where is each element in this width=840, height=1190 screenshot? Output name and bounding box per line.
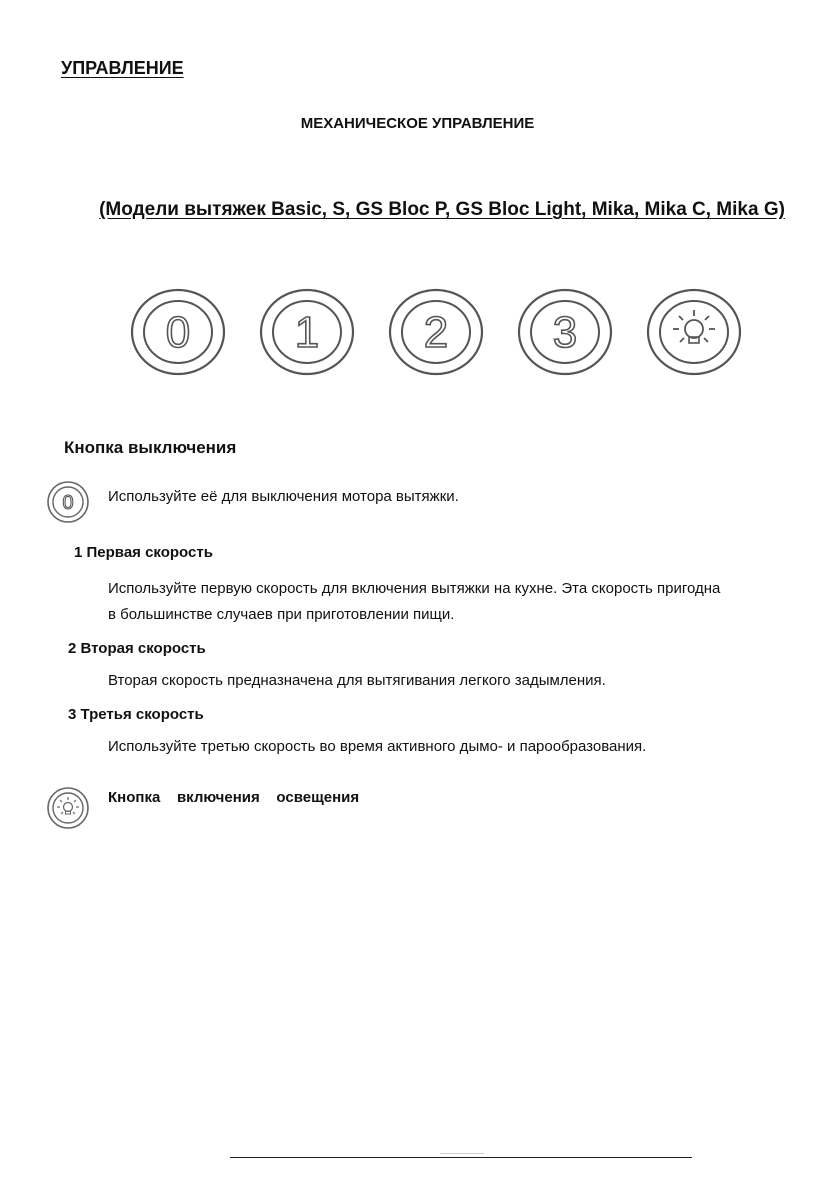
speed-0-button bbox=[130, 288, 226, 376]
light-icon bbox=[46, 786, 90, 830]
speed-1-description-line2: в большинстве случаев при приготовлении пищи. bbox=[108, 606, 455, 623]
speed-1-button bbox=[259, 288, 355, 376]
speed-1-label: 1 bbox=[294, 308, 320, 357]
speed-3-title: 3 Третья скорость bbox=[68, 706, 204, 723]
speed-0-label: 0 bbox=[165, 308, 191, 357]
speed-2-label: 2 bbox=[423, 308, 449, 357]
page-subtitle: МЕХАНИЧЕСКОЕ УПРАВЛЕНИЕ bbox=[300, 115, 535, 132]
speed-3-description: Используйте третью скорость во время активного дымо- и парообразования. bbox=[108, 738, 647, 755]
speed-2-button bbox=[388, 288, 484, 376]
light-button-title: Кнопка включения освещения bbox=[108, 789, 360, 806]
control-panel bbox=[130, 288, 742, 376]
footer-divider bbox=[230, 1157, 692, 1158]
footer-divider-accent bbox=[440, 1153, 484, 1154]
speed-1-description-line1: Используйте первую скорость для включения вытяжки на кухне. Эта скорость пригодна bbox=[108, 580, 721, 597]
speed-2-description: Вторая скорость предназначена для вытягивания легкого задымления. bbox=[108, 672, 606, 689]
off-icon-label: 0 bbox=[62, 492, 74, 514]
speed-3-button bbox=[517, 288, 613, 376]
speed-2-icon bbox=[388, 288, 484, 376]
speed-1-icon bbox=[259, 288, 355, 376]
off-icon bbox=[46, 480, 90, 524]
light-bulb-icon bbox=[646, 288, 742, 376]
speed-3-label: 3 bbox=[552, 308, 578, 357]
speed-0-icon bbox=[130, 288, 226, 376]
speed-1-title: 1 Первая скорость bbox=[74, 544, 213, 561]
off-button-title: Кнопка выключения bbox=[64, 438, 237, 457]
models-heading: (Модели вытяжек Basic, S, GS Bloc P, GS Bloc Light, Mika, Mika C, Mika G) bbox=[99, 199, 785, 220]
off-button-description: Используйте её для выключения мотора вытяжки. bbox=[108, 488, 459, 505]
light-button bbox=[646, 288, 742, 376]
page-title: УПРАВЛЕНИЕ bbox=[61, 58, 184, 78]
speed-3-icon bbox=[517, 288, 613, 376]
speed-2-title: 2 Вторая скорость bbox=[68, 640, 206, 657]
